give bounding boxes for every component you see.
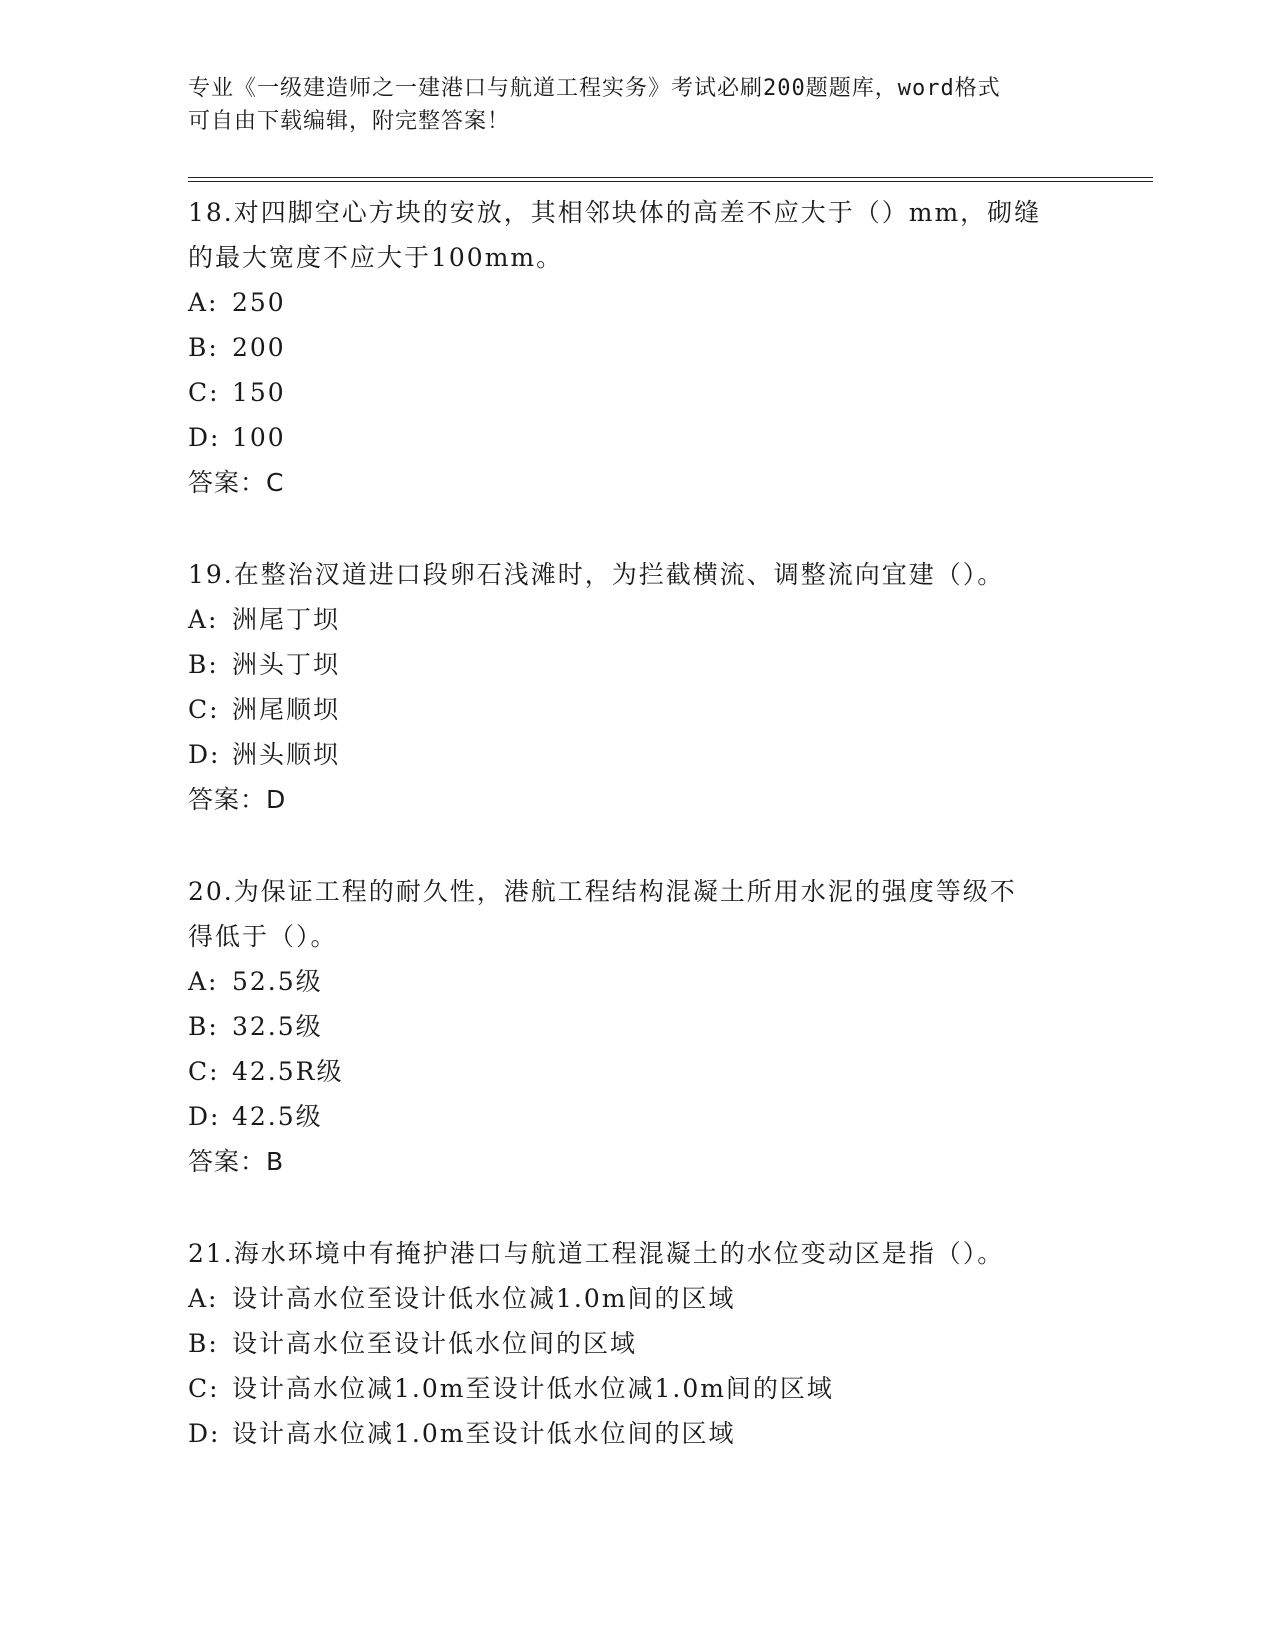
option-list [188, 597, 1108, 777]
option-c [188, 370, 1108, 415]
option-text: 42.5级 [232, 1102, 323, 1131]
option-d [188, 1094, 1108, 1139]
option-letter: D: [188, 423, 221, 452]
option-b [188, 325, 1108, 370]
option-text: 设计高水位减1.0m至设计低水位减1.0m间的区域 [232, 1374, 834, 1403]
option-letter: C: [188, 1374, 220, 1403]
option-a [188, 597, 1108, 642]
option-letter: C: [188, 1057, 220, 1086]
option-b [188, 1321, 1108, 1366]
stem-line: 20.为保证工程的耐久性，港航工程结构混凝土所用水泥的强度等级不 [188, 877, 1017, 906]
stem-line: 得低于（）。 [188, 922, 338, 951]
option-letter: D: [188, 740, 221, 769]
question-21 [188, 1231, 1108, 1456]
option-list [188, 959, 1108, 1139]
option-text: 32.5级 [232, 1012, 323, 1041]
question-spacer [188, 822, 1108, 869]
option-text: 设计高水位至设计低水位间的区域 [232, 1329, 638, 1358]
option-letter: A: [188, 288, 219, 317]
option-text: 200 [232, 333, 286, 362]
stem-line: 21.海水环境中有掩护港口与航道工程混凝土的水位变动区是指（）。 [188, 1239, 1005, 1268]
option-letter: D: [188, 1102, 221, 1131]
question-20 [188, 869, 1108, 1184]
option-c [188, 687, 1108, 732]
answer-label: 答案：D [188, 785, 287, 814]
option-letter: B: [188, 1329, 219, 1358]
option-text: 52.5级 [232, 967, 323, 996]
option-c [188, 1049, 1108, 1094]
stem-line: 的最大宽度不应大于100mm。 [188, 243, 564, 272]
header-line-1: 专业《一级建造师之一建港口与航道工程实务》考试必刷200题题库，word格式 [188, 76, 1001, 101]
question-list [188, 190, 1108, 1456]
option-letter: B: [188, 1012, 219, 1041]
option-a [188, 1276, 1108, 1321]
option-letter: C: [188, 695, 220, 724]
option-letter: D: [188, 1419, 221, 1448]
option-a [188, 959, 1108, 1004]
option-text: 洲尾丁坝 [232, 605, 341, 634]
option-letter: A: [188, 605, 219, 634]
answer-label: 答案：C [188, 468, 285, 497]
question-stem [188, 869, 1108, 959]
question-stem [188, 552, 1108, 597]
question-stem [188, 1231, 1108, 1276]
option-a [188, 280, 1108, 325]
question-stem [188, 190, 1108, 280]
option-letter: A: [188, 967, 219, 996]
question-spacer [188, 1184, 1108, 1231]
option-text: 42.5R级 [232, 1057, 344, 1086]
option-text: 250 [232, 288, 286, 317]
option-text: 150 [232, 378, 286, 407]
question-18 [188, 190, 1108, 505]
option-text: 设计高水位减1.0m至设计低水位间的区域 [232, 1419, 736, 1448]
stem-line: 18.对四脚空心方块的安放，其相邻块体的高差不应大于（）mm，砌缝 [188, 198, 1042, 227]
header-line-2: 可自由下载编辑，附完整答案！ [188, 109, 511, 134]
option-letter: B: [188, 650, 219, 679]
option-text: 洲尾顺坝 [232, 695, 341, 724]
answer-label: 答案：B [188, 1147, 285, 1176]
document-header [188, 72, 1068, 138]
option-letter: A: [188, 1284, 219, 1313]
option-b [188, 1004, 1108, 1049]
header-divider [188, 177, 1153, 182]
question-spacer [188, 505, 1108, 552]
option-letter: B: [188, 333, 219, 362]
option-b [188, 642, 1108, 687]
option-d [188, 415, 1108, 460]
option-text: 100 [232, 423, 286, 452]
question-19 [188, 552, 1108, 822]
option-letter: C: [188, 378, 220, 407]
option-list [188, 280, 1108, 460]
option-text: 洲头顺坝 [232, 740, 341, 769]
option-c [188, 1366, 1108, 1411]
option-text: 设计高水位至设计低水位减1.0m间的区域 [232, 1284, 736, 1313]
option-list [188, 1276, 1108, 1456]
option-text: 洲头丁坝 [232, 650, 341, 679]
option-d [188, 732, 1108, 777]
stem-line: 19.在整治汊道进口段卵石浅滩时，为拦截横流、调整流向宜建（）。 [188, 560, 1005, 589]
option-d [188, 1411, 1108, 1456]
